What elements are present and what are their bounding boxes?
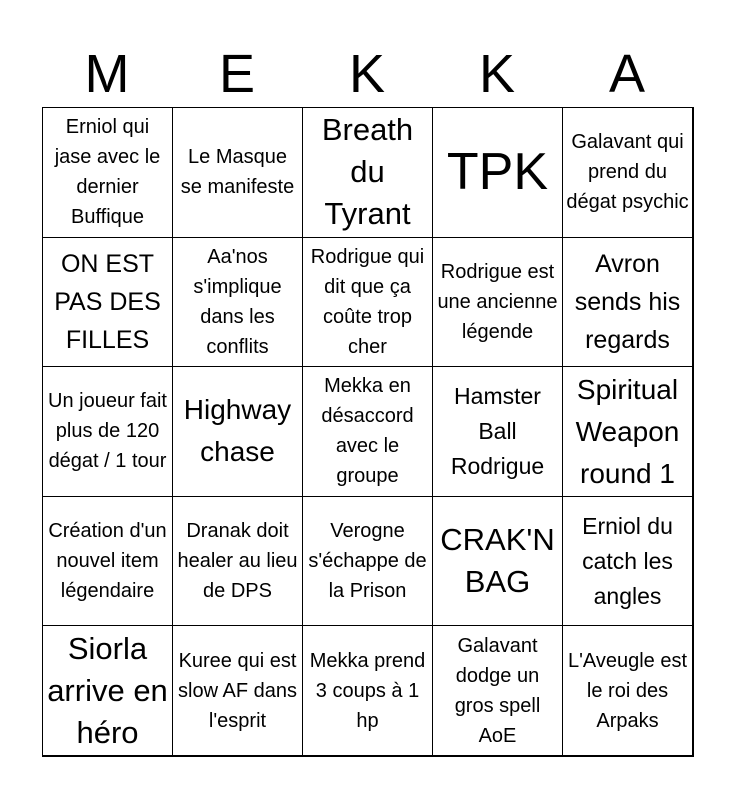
bingo-cell[interactable]: Erniol qui jase avec le dernier Buffique <box>42 107 173 238</box>
bingo-cell[interactable]: Avron sends his regards <box>562 237 693 368</box>
bingo-cell[interactable]: L'Aveugle est le roi des Arpaks <box>562 625 693 756</box>
header-letter-5: A <box>608 44 646 104</box>
bingo-cell[interactable]: Mekka prend 3 coups à 1 hp <box>302 625 433 756</box>
bingo-cell[interactable]: Siorla arrive en héro <box>42 625 173 756</box>
header-letter-4: K <box>478 44 516 104</box>
bingo-cell[interactable]: Erniol du catch les angles <box>562 496 693 627</box>
bingo-board <box>42 107 694 757</box>
bingo-cell[interactable]: Galavant dodge un gros spell AoE <box>432 625 563 756</box>
bingo-header <box>42 38 692 110</box>
bingo-cell[interactable]: TPK <box>432 107 563 238</box>
bingo-cell[interactable]: Kuree qui est slow AF dans l'esprit <box>172 625 303 756</box>
header-letter-3: K <box>348 44 386 104</box>
bingo-cell[interactable]: ON EST PAS DES FILLES <box>42 237 173 368</box>
bingo-grid <box>42 107 694 757</box>
bingo-cell[interactable]: Mekka en désaccord avec le groupe <box>302 366 433 497</box>
header-letter-1: M <box>84 44 130 104</box>
bingo-cell[interactable]: Hamster Ball Rodrigue <box>432 366 563 497</box>
bingo-cell[interactable]: Galavant qui prend du dégat psychic <box>562 107 693 238</box>
bingo-cell[interactable]: Un joueur fait plus de 120 dégat / 1 tour <box>42 366 173 497</box>
bingo-cell[interactable]: Rodrigue est une ancienne légende <box>432 237 563 368</box>
bingo-cell[interactable]: Highway chase <box>172 366 303 497</box>
bingo-cell[interactable]: Le Masque se manifeste <box>172 107 303 238</box>
bingo-cell[interactable]: Verogne s'échappe de la Prison <box>302 496 433 627</box>
bingo-cell[interactable]: Rodrigue qui dit que ça coûte trop cher <box>302 237 433 368</box>
bingo-cell[interactable]: Spiritual Weapon round 1 <box>562 366 693 497</box>
bingo-cell[interactable]: Breath du Tyrant <box>302 107 433 238</box>
header-letter-2: E <box>218 44 256 104</box>
bingo-cell[interactable]: CRAK'NBAG <box>432 496 563 627</box>
bingo-cell[interactable]: Dranak doit healer au lieu de DPS <box>172 496 303 627</box>
bingo-cell[interactable]: Création d'un nouvel item légendaire <box>42 496 173 627</box>
bingo-cell[interactable]: Aa'nos s'implique dans les conflits <box>172 237 303 368</box>
